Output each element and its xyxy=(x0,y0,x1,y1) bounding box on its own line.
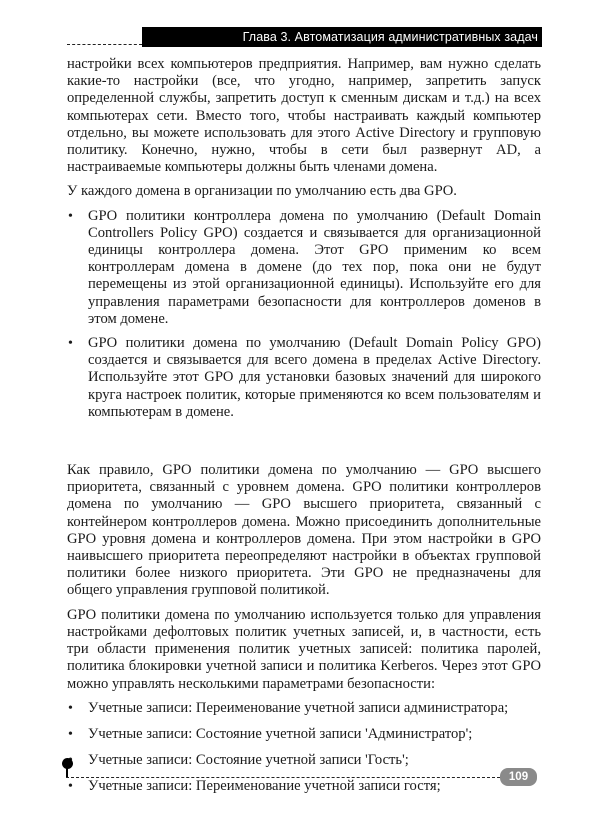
bullet-icon: • xyxy=(68,779,73,795)
account-policy-paragraph: GPO политики домена по умолчанию используется только для управления настройками дефолтовых политик учетных записей, и, в частности, есть три области применения политик учетных записей: политика паролей, политика блокировки учетной записи и политика Kerberos. Через этот GPO можно управлять несколькими параметрами безопасности: xyxy=(67,606,541,692)
bullet-icon: • xyxy=(68,700,73,716)
list-item-text: GPO политики контроллера домена по умолчанию (Default Domain Controllers Policy GPO) создается и связывается для организационной единицы контроллера домена. Этот GPO применим ко всем контроллерам домена в домене (до тех пор, пока они не будут перемещены из этой организационной единицы). Используйте его для управления параметрами безопасности для контроллеров доменов в этом домене. xyxy=(88,207,541,327)
chapter-title: Глава 3. Автоматизация административных задач xyxy=(242,30,538,44)
section-spacer xyxy=(67,428,541,462)
page-body xyxy=(67,56,541,805)
priority-paragraph: Как правило, GPO политики домена по умолчанию — GPO высшего приоритета, связанный с уровнем домена. GPO политики контроллеров домена по умолчанию — GPO высшего приоритета, связанный с контейнером контроллеров домена. Можно присоединить дополнительные GPO уровня домена и контроллеров домена. При этом настройки в GPO наивысшего приоритета переопределяют настройки в объектах групповой политики более низкого приоритета. Эти GPO не предназначены для общего управления групповой политикой. xyxy=(67,462,541,599)
default-gpo-list xyxy=(67,208,541,421)
list-item xyxy=(67,726,541,743)
list-item xyxy=(67,700,541,717)
security-params-list xyxy=(67,700,541,796)
running-header xyxy=(142,27,542,47)
bullet-icon: • xyxy=(68,336,73,352)
list-item-text: Учетные записи: Состояние учетной записи 'Гость'; xyxy=(88,752,409,769)
intro-paragraph: настройки всех компьютеров предприятия. Например, вам нужно сделать какие-то настройки (все, что угодно, например, запретить запуск определенной службы, запретить доступ к сменным дискам и т.д.) на всех компьютерах сети. Вместо того, чтобы настраивать каждый компьютер отдельно, вы можете использовать для этого Active Directory и групповую политику. Конечно, нужно, чтобы в сети был развернут AD, а настраиваемые компьютеры должны быть членами домена. xyxy=(67,56,541,176)
list-item-text: GPO политики домена по умолчанию (Default Domain Policy GPO) создается и связывается для всего домена в пределах Active Directory. Используйте этот GPO для установки базовых значений для широкого круга настроек политик, которые применяются ко всем пользователям и компьютерам в домене. xyxy=(88,335,541,420)
list-item xyxy=(67,335,541,421)
bullet-icon: • xyxy=(68,208,73,224)
default-gpo-intro: У каждого домена в организации по умолчанию есть два GPO. xyxy=(67,183,457,200)
list-item-text: Учетные записи: Переименование учетной записи администратора; xyxy=(88,699,509,716)
list-item-text: Учетные записи: Переименование учетной записи гостя; xyxy=(88,778,441,795)
page-number-badge xyxy=(500,768,537,786)
list-item-text: Учетные записи: Состояние учетной записи 'Администратор'; xyxy=(88,725,473,742)
header-dashed-rule xyxy=(67,44,142,45)
list-item xyxy=(67,208,541,328)
list-item xyxy=(67,778,541,795)
page-number: 109 xyxy=(508,771,529,783)
bullet-icon: • xyxy=(68,726,73,742)
list-item xyxy=(67,752,541,769)
footer-dashed-rule xyxy=(66,777,500,778)
